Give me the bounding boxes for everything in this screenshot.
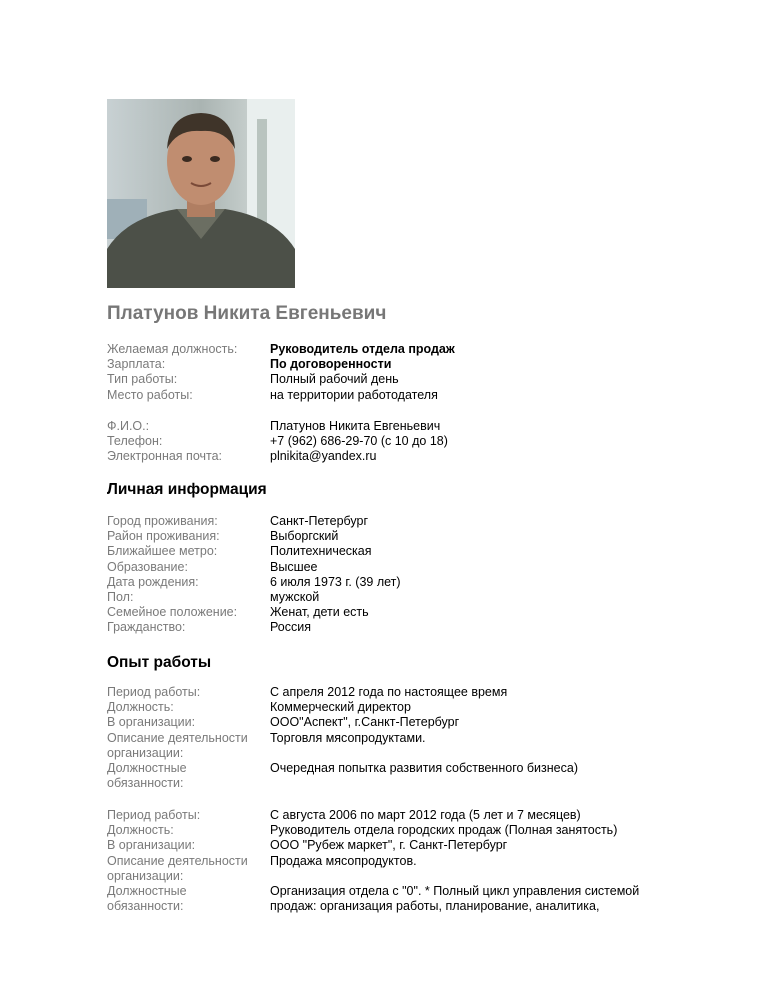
field-value: продаж: организация работы, планирование, аналитика, xyxy=(270,899,600,914)
personal-row xyxy=(107,529,667,544)
field-value: мужской xyxy=(270,590,320,605)
contact-row-fio xyxy=(107,419,667,434)
job-row-period xyxy=(107,685,667,700)
field-value: Платунов Никита Евгеньевич xyxy=(270,419,441,433)
personal-row xyxy=(107,514,667,529)
portrait-image xyxy=(107,99,295,288)
field-label: обязанности: xyxy=(107,899,184,914)
field-label: Дата рождения: xyxy=(107,574,199,589)
job-entry-2 xyxy=(107,808,667,914)
field-value: Организация отдела с "0". * Полный цикл управления системой xyxy=(270,884,640,899)
field-label: Ближайшее метро: xyxy=(107,544,218,559)
field-value xyxy=(270,746,667,761)
field-label: Район проживания: xyxy=(107,529,220,544)
summary-row-work-type xyxy=(107,372,667,387)
email-link[interactable]: plnikita@yandex.ru xyxy=(270,449,377,464)
phone-value[interactable]: +7 (962) 686-29-70 (с 10 до 18) xyxy=(270,434,448,449)
personal-row xyxy=(107,544,667,559)
field-value: С августа 2006 по март 2012 года (5 лет и 7 месяцев) xyxy=(270,808,581,822)
field-value: Россия xyxy=(270,620,311,635)
field-value: По договоренности xyxy=(270,357,392,372)
field-label: Телефон: xyxy=(107,434,163,449)
field-label: Описание деятельности xyxy=(107,853,248,868)
field-label: Должность: xyxy=(107,823,174,838)
field-label: Пол: xyxy=(107,590,134,605)
field-value: Выборгский xyxy=(270,529,339,544)
job-row-position xyxy=(107,823,667,838)
field-value: Санкт-Петербург xyxy=(270,514,369,528)
section-title-personal: Личная информация xyxy=(107,481,267,498)
job-row-duties-cont xyxy=(107,899,667,914)
field-label: обязанности: xyxy=(107,776,184,791)
job-row-desc xyxy=(107,731,667,746)
field-label: организации: xyxy=(107,868,184,883)
field-label: Описание деятельности xyxy=(107,730,248,745)
job-row-position xyxy=(107,700,667,715)
field-value: Очередная попытка развития собственного бизнеса) xyxy=(270,761,578,776)
field-value: на территории работодателя xyxy=(270,387,438,402)
field-value xyxy=(270,869,667,884)
field-label: организации: xyxy=(107,745,184,760)
summary-block xyxy=(107,342,667,403)
field-label: В организации: xyxy=(107,715,196,730)
field-value: Продажа мясопродуктов. xyxy=(270,853,417,868)
field-value: ООО "Рубеж маркет", г. Санкт-Петербург xyxy=(270,838,508,853)
field-value: Высшее xyxy=(270,559,318,574)
personal-block xyxy=(107,514,667,636)
field-label: Место работы: xyxy=(107,387,193,402)
job-row-duties xyxy=(107,884,667,899)
field-label: Должностные xyxy=(107,884,187,899)
summary-row-salary xyxy=(107,357,667,372)
personal-row xyxy=(107,590,667,605)
contact-row-email xyxy=(107,449,667,464)
field-label: Тип работы: xyxy=(107,372,178,387)
field-value: Политехническая xyxy=(270,544,372,559)
section-title-experience: Опыт работы xyxy=(107,654,212,671)
contacts-block xyxy=(107,419,667,465)
personal-row xyxy=(107,560,667,575)
personal-row xyxy=(107,620,667,635)
field-label: Период работы: xyxy=(107,808,201,822)
summary-row-position xyxy=(107,342,667,357)
field-value: С апреля 2012 года по настоящее время xyxy=(270,685,508,699)
job-row-duties xyxy=(107,761,667,776)
field-label: Должностные xyxy=(107,761,187,776)
summary-row-workplace xyxy=(107,388,667,403)
field-value: Руководитель отдела городских продаж (Полная занятость) xyxy=(270,823,618,838)
job-row-period xyxy=(107,808,667,823)
job-entry-1 xyxy=(107,685,667,791)
field-label: Город проживания: xyxy=(107,514,218,528)
field-label: Ф.И.О.: xyxy=(107,419,150,433)
field-value: Полный рабочий день xyxy=(270,372,399,387)
job-row-org xyxy=(107,838,667,853)
field-value: Торговля мясопродуктами. xyxy=(270,730,426,745)
field-value: 6 июля 1973 г. (39 лет) xyxy=(270,574,401,589)
field-value: ООО"Аспект", г.Санкт-Петербург xyxy=(270,715,460,730)
field-label: Период работы: xyxy=(107,685,201,699)
job-row-desc-cont xyxy=(107,869,667,884)
field-value: Руководитель отдела продаж xyxy=(270,342,455,356)
profile-photo xyxy=(107,99,295,288)
field-value: Женат, дети есть xyxy=(270,605,369,620)
field-label: Должность: xyxy=(107,700,174,715)
field-label: Зарплата: xyxy=(107,357,166,372)
field-value xyxy=(270,776,667,791)
personal-row xyxy=(107,605,667,620)
personal-row xyxy=(107,575,667,590)
job-row-desc-cont xyxy=(107,746,667,761)
field-label: В организации: xyxy=(107,838,196,853)
job-row-org xyxy=(107,715,667,730)
job-row-duties-cont xyxy=(107,776,667,791)
field-label: Желаемая должность: xyxy=(107,342,238,356)
candidate-name: Платунов Никита Евгеньевич xyxy=(107,303,387,324)
field-label: Семейное положение: xyxy=(107,605,238,620)
field-value: Коммерческий директор xyxy=(270,700,411,715)
field-label: Гражданство: xyxy=(107,620,186,635)
contact-row-phone xyxy=(107,434,667,449)
field-label: Электронная почта: xyxy=(107,449,223,464)
field-label: Образование: xyxy=(107,559,188,574)
job-row-desc xyxy=(107,854,667,869)
